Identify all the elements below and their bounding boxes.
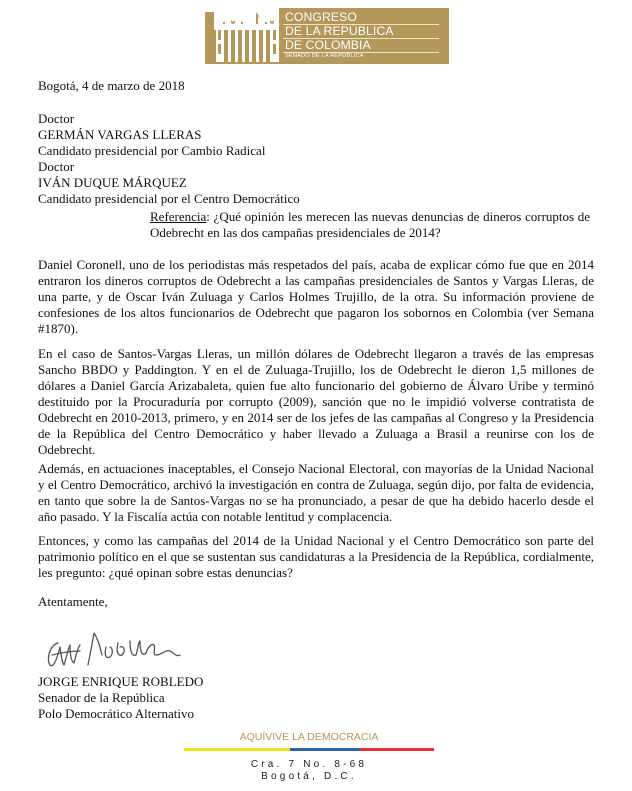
logo-line-2: DE LA REPÚBLICA xyxy=(285,24,394,38)
signer-title: Senador de la República xyxy=(38,690,165,705)
address-line-1: Cra. 7 No. 8-68 xyxy=(250,759,368,770)
body-paragraph: Entonces, y como las campañas del 2014 de la Unidad Nacional y el Centro Democrático son parte del patrimonio político en el que se sustentan sus candidaturas a la Presidencia de la República, cordialmente, les pregunto: ¿qué opinan sobre estas denuncias? xyxy=(38,533,594,580)
address-line-2: Bogotá, D.C. xyxy=(261,771,357,782)
reference-label: Referencia xyxy=(150,209,207,224)
logo-subtitle: SENADO DE LA REPÚBLICA xyxy=(285,53,364,59)
capitol-building-icon xyxy=(205,8,281,64)
flag-red-band xyxy=(360,748,434,751)
body-paragraph: Además, en actuaciones inaceptables, el Consejo Nacional Electoral, con mayorías de la Unidad Nacional y el Centro Democrático, archivó la investigación en contra de Zuluaga, según dijo, por falta de evidencia, en tanto que sobre la de Santos-Vargas no se ha pronunciado, a pesar de que ha debido hacerlo desde el año pasado. Y la Fiscalía actúa con notable lentitud y complacencia. xyxy=(38,461,594,524)
signer-party: Polo Democrático Alternativo xyxy=(38,706,194,721)
flag-yellow-band xyxy=(184,748,290,751)
congress-logo xyxy=(205,8,445,64)
recipient-name: IVÁN DUQUE MÁRQUEZ xyxy=(38,175,187,190)
recipient-name: GERMÁN VARGAS LLERAS xyxy=(38,127,202,142)
reference-line xyxy=(150,209,590,241)
closing: Atentamente, xyxy=(38,594,108,609)
logo-text-block xyxy=(279,8,449,64)
flag-blue-band xyxy=(290,748,360,751)
recipient-salutation: Doctor xyxy=(38,159,75,174)
footer-address xyxy=(184,759,434,783)
reference-text: : ¿Qué opinión les merecen las nuevas denuncias de dineros corruptos de Odebrecht en las dos campañas presidenciales de 2014? xyxy=(150,209,590,240)
recipient-salutation: Doctor xyxy=(38,111,75,126)
footer-motto: AQUÍVIVE LA DEMOCRACIA xyxy=(239,731,379,743)
recipient-title: Candidato presidencial por el Centro Democrático xyxy=(38,191,300,206)
body-paragraph: En el caso de Santos-Vargas Lleras, un millón dólares de Odebrecht llegaron a través de las empresas Sancho BBDO y Paddington. Y en el de Zuluaga-Trujillo, los de Odebrecht le dieron 1,5 millones de dólares a Daniel García Arizabaleta, quien fue alto funcionario del gobierno de Álvaro Uribe y terminó destituido por la Procuraduría por corrupto (2009), sanción que no le impidió volverse contratista de Odebrecht en 2010-2013, primero, y en 2014 ser de los jefes de las campañas al Congreso y la Presidencia de la República del Centro Democrático y haber llevado a Zuluaga a Brasil a reunirse con los de Odebrecht. xyxy=(38,346,594,457)
recipients-block xyxy=(38,111,300,207)
letter-date: Bogotá, 4 de marzo de 2018 xyxy=(38,78,185,93)
logo-line-1: CONGRESO xyxy=(285,10,357,24)
recipient-title: Candidato presidencial por Cambio Radical xyxy=(38,143,266,158)
handwritten-signature-icon xyxy=(40,625,190,673)
signer-block xyxy=(38,674,203,722)
signer-name: JORGE ENRIQUE ROBLEDO xyxy=(38,674,204,689)
logo-line-3: DE COLOMBIA xyxy=(285,38,371,52)
colombian-flag-stripe xyxy=(184,748,434,751)
body-paragraph: Daniel Coronell, uno de los periodistas más respetados del país, acaba de explicar cómo fue que en 2014 entraron los dineros corruptos de Odebrecht a las campañas presidenciales de Santos y Vargas Lleras, de una parte, y de Oscar Iván Zuluaga y Carlos Holmes Trujillo, de la otra. Su información proviene de confesiones de los altos funcionarios de Odebrecht que pagaron los sobornos en Colombia (ver Semana #1870). xyxy=(38,257,594,336)
